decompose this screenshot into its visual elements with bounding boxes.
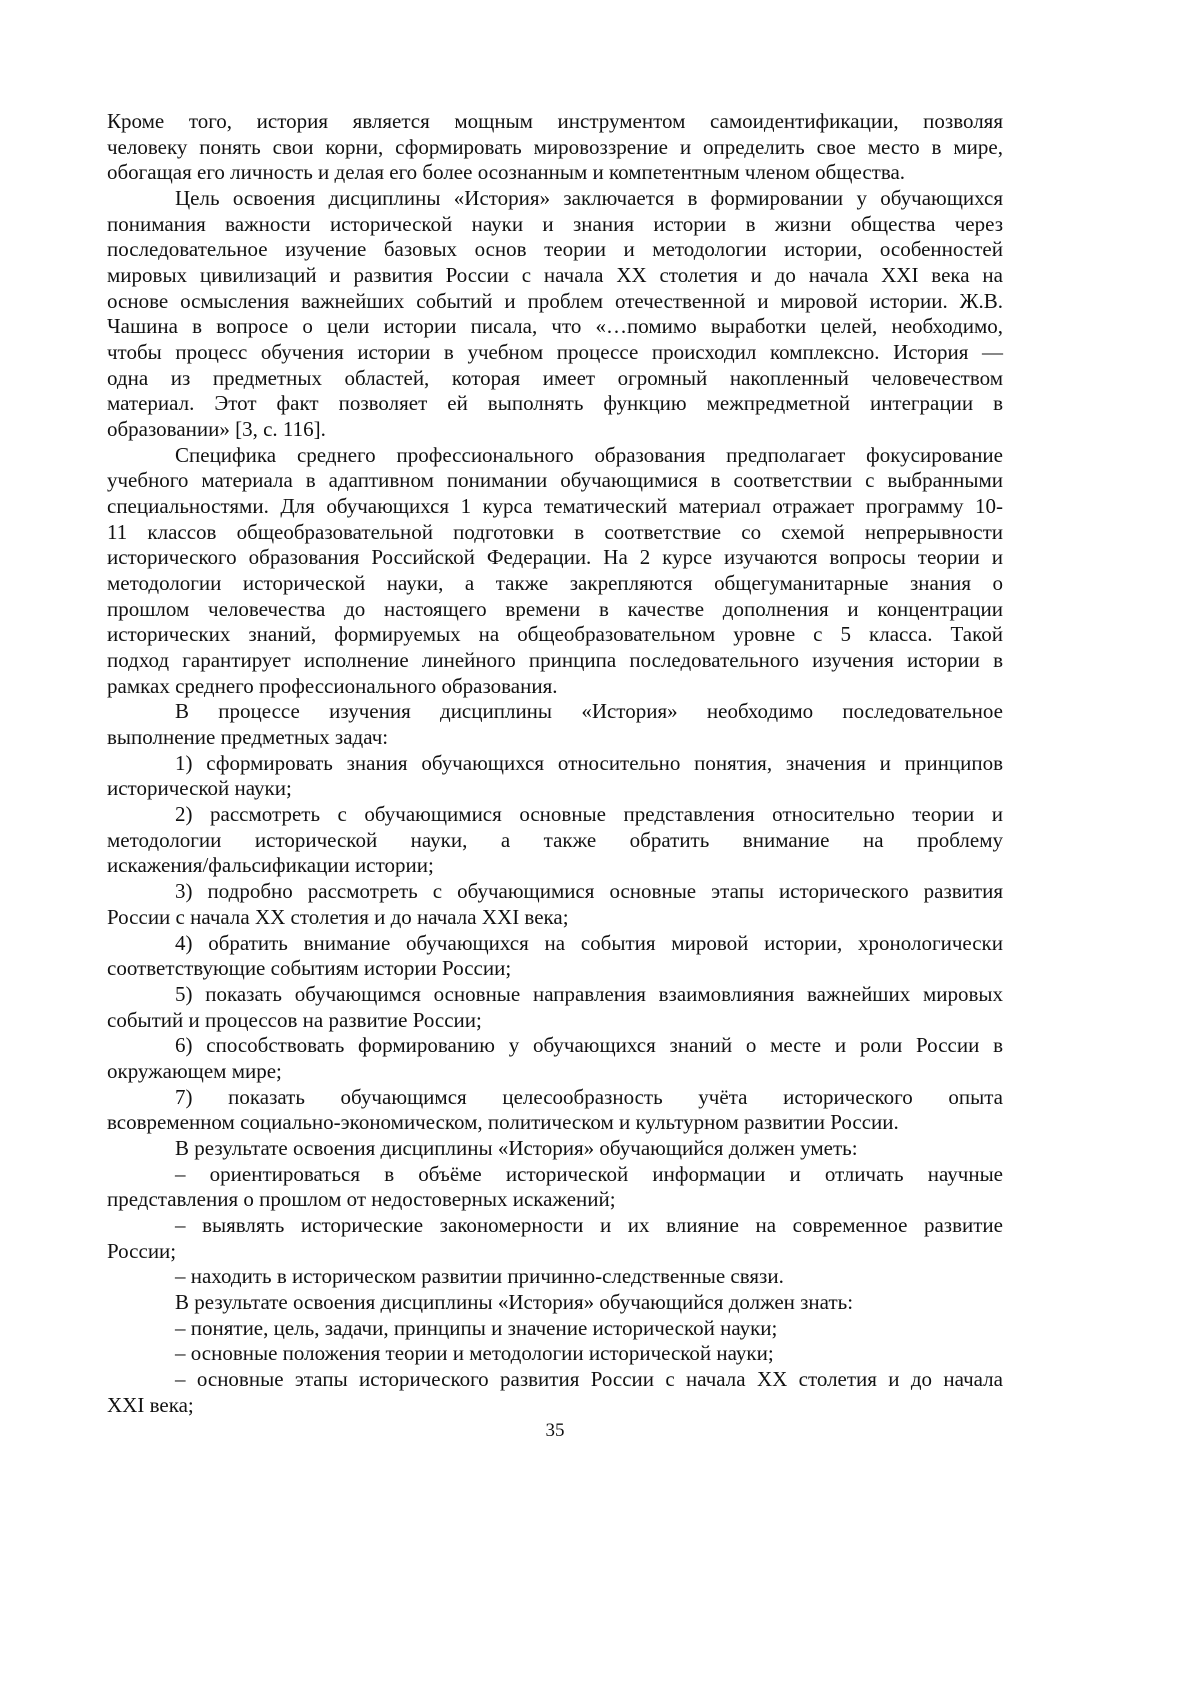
text-line: представления о прошлом от недостоверных искажений; (107, 1187, 616, 1212)
text-line: искажения/фальсификации истории; (107, 853, 434, 878)
text-line: прошлом человечества до настоящего времени в качестве дополнения и концентрации (107, 596, 1003, 621)
text-line: чтобы процесс обучения истории в учебном процессе происходил комплексно. История — (107, 340, 1003, 365)
text-line: XXI века; (107, 1392, 194, 1417)
text-line: 2) рассмотреть с обучающимися основные представления относительно теории и (175, 802, 1003, 827)
text-line: 11 классов общеобразовательной подготовки в соответствие со схемой непрерывности (107, 519, 1003, 544)
text-line: России с начала XX столетия и до начала XXI века; (107, 904, 569, 929)
text-line: одна из предметных областей, которая имеет огромный накопленный человечеством (107, 365, 1003, 390)
text-line: подход гарантирует исполнение линейного принципа последовательного изучения истории в (107, 648, 1003, 673)
text-line: методологии исторической науки, а также закрепляются общегуманитарные знания о (107, 571, 1003, 596)
text-line: образовании» [3, с. 116]. (107, 417, 326, 442)
text-line: окружающем мире; (107, 1058, 282, 1083)
text-line: обогащая его личность и делая его более осознанным и компетентным членом общества. (107, 160, 906, 185)
text-line: В результате освоения дисциплины «История» обучающийся должен знать: (175, 1289, 854, 1314)
text-line: соответствующие событиям истории России; (107, 956, 512, 981)
text-line: Чашина в вопросе о цели истории писала, что «…помимо выработки целей, необходимо, (107, 314, 1003, 339)
text-line: учебного материала в адаптивном понимании обучающимися в соответствии с выбранными (107, 468, 1003, 493)
text-line: последовательное изучение базовых основ теории и методологии истории, особенностей (107, 237, 1003, 262)
text-line: В процессе изучения дисциплины «История» необходимо последовательное (175, 699, 1003, 724)
text-line: – находить в историческом развитии причинно-следственные связи. (175, 1264, 784, 1289)
text-line: 7) показать обучающимся целесообразность учёта исторического опыта (175, 1084, 1003, 1109)
text-line: рамках среднего профессионального образования. (107, 673, 558, 698)
text-line: человеку понять свои корни, сформировать мировоззрение и определить свое место в мире, (107, 134, 1003, 159)
text-line: России; (107, 1238, 177, 1263)
text-line: исторического образования Российской Федерации. На 2 курсе изучаются вопросы теории и (107, 545, 1003, 570)
text-line: – основные положения теории и методологии исторической науки; (175, 1341, 774, 1366)
text-line: 5) показать обучающимся основные направления взаимовлияния важнейших мировых (175, 981, 1003, 1006)
text-line: понимания важности исторической науки и знания истории в жизни общества через (107, 211, 1003, 236)
text-line: – основные этапы исторического развития России с начала XX столетия и до начала (175, 1366, 1003, 1391)
text-line: специальностями. Для обучающихся 1 курса тематический материал отражает программу 10- (107, 494, 1003, 519)
text-line: всовременном социально-экономическом, политическом и культурном развитии России. (107, 1110, 899, 1135)
text-line: событий и процессов на развитие России; (107, 1007, 482, 1032)
document-body (107, 109, 1003, 1418)
text-line: – понятие, цель, задачи, принципы и значение исторической науки; (175, 1315, 778, 1340)
text-line: 4) обратить внимание обучающихся на события мировой истории, хронологически (175, 930, 1003, 955)
text-line: Цель освоения дисциплины «История» заключается в формировании у обучающихся (175, 186, 1003, 211)
text-line: – выявлять исторические закономерности и их влияние на современное развитие (175, 1212, 1003, 1237)
text-line: выполнение предметных задач: (107, 725, 389, 750)
text-line: В результате освоения дисциплины «История» обучающийся должен уметь: (175, 1135, 858, 1160)
text-line: Специфика среднего профессионального образования предполагает фокусирование (175, 442, 1003, 467)
text-line: основе осмысления важнейших событий и проблем отечественной и мировой истории. Ж.В. (107, 288, 1003, 313)
text-line: мировых цивилизаций и развития России с начала XX столетия и до начала XXI века на (107, 263, 1003, 288)
text-line: Кроме того, история является мощным инструментом самоидентификации, позволяя (107, 109, 1003, 133)
text-line: исторической науки; (107, 776, 292, 801)
page-number: 35 (545, 1420, 565, 1441)
text-line: исторических знаний, формируемых на общеобразовательном уровне с 5 класса. Такой (107, 622, 1003, 647)
text-line: 3) подробно рассмотреть с обучающимися основные этапы исторического развития (175, 879, 1003, 904)
text-line: 6) способствовать формированию у обучающихся знаний о месте и роли России в (175, 1033, 1003, 1058)
text-line: материал. Этот факт позволяет ей выполнять функцию межпредметной интеграции в (107, 391, 1003, 416)
text-line: 1) сформировать знания обучающихся относительно понятия, значения и принципов (175, 750, 1003, 775)
text-line: методологии исторической науки, а также обратить внимание на проблему (107, 827, 1003, 852)
text-line: – ориентироваться в объёме исторической информации и отличать научные (175, 1161, 1003, 1186)
